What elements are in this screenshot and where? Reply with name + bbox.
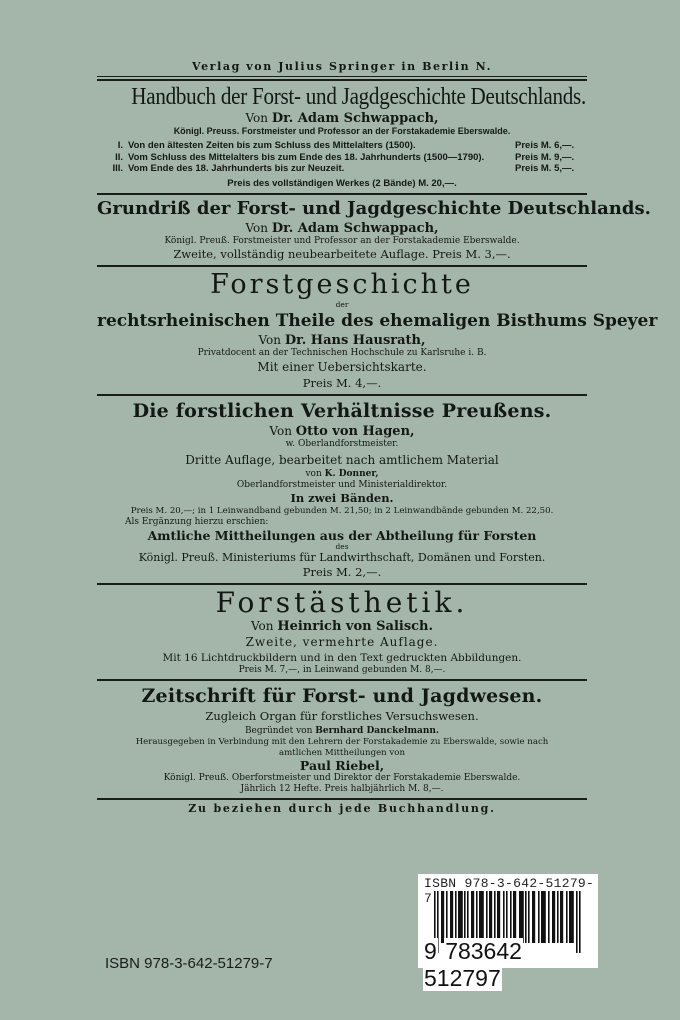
author-prefix: Von: [269, 423, 292, 438]
book-title: Handbuch der Forst- und Jagdgeschichte Deutschlands.: [131, 83, 586, 110]
editor-name: Paul Riebel,: [299, 757, 385, 773]
isbn-text: ISBN 978-3-642-51279-7: [105, 955, 273, 972]
volume-price: Preis M. 9,—.: [515, 151, 575, 163]
journal-zeitschrift: [97, 681, 587, 798]
barcode-digit-first: 9: [424, 938, 437, 964]
author-affiliation: Privatdocent an der Technischen Hochschule zu Karlsruhe i. B.: [197, 347, 487, 358]
author-affiliation: Königl. Preuß. Forstmeister und Professor an der Forstakademie Eberswalde.: [164, 235, 520, 246]
book-title: Grundriß der Forst- und Jagdgeschichte Deutschlands.: [97, 197, 651, 219]
author-line: [97, 619, 587, 634]
author-affiliation: Königl. Preuss. Forstmeister und Professor an der Forstakademie Eberswalde.: [173, 126, 511, 136]
editor-affiliation: Königl. Preuß. Oberforstmeister und Direktor der Forstakademie Eberswalde.: [163, 772, 521, 783]
book-note: Mit einer Uebersichtskarte.: [257, 359, 427, 374]
volume-list: [97, 140, 587, 175]
edition-line: Dritte Auflage, bearbeitet nach amtlichem Material: [185, 452, 499, 467]
author-name: Dr. Adam Schwappach,: [271, 220, 439, 236]
volume-number: III.: [112, 163, 123, 174]
volume-title: Von den ältesten Zeiten bis zum Schluss des Mittelalters (1500).: [128, 140, 416, 151]
volume-title: Vom Ende des 18. Jahrhunderts bis zur Neuzeit.: [128, 163, 345, 174]
book-forstaesthetik: [97, 585, 587, 679]
editor-intro: Herausgegeben in Verbindung mit den Lehrern der Forstakademie zu Eberswalde, sowie nach: [135, 736, 549, 747]
author-prefix: Von: [258, 332, 281, 347]
book-title: Die forstlichen Verhältnisse Preußens.: [132, 399, 552, 422]
journal-price: Jährlich 12 Hefte. Preis halbjährlich M. 8,—.: [240, 783, 444, 794]
supplement-price: Preis M. 2,—.: [302, 564, 382, 579]
volume-price: Preis M. 5,—.: [515, 163, 575, 174]
supplement-intro: Als Ergänzung hierzu erschien:: [125, 516, 269, 527]
book-price: Preis M. 7,—, in Leinwand gebunden M. 8,—.: [238, 664, 446, 675]
founder-prefix: Begründet von: [244, 725, 313, 736]
edition-price: Zweite, vollständig neubearbeitete Auflage. Preis M. 3,—.: [173, 246, 511, 261]
author-prefix: Von: [245, 111, 268, 125]
book-subtitle: rechtsrheinischen Theile des ehemaligen Bisthums Speyer: [97, 310, 658, 331]
author-line: [97, 333, 587, 348]
barcode-isbn-label: ISBN 978-3-642-51279-7: [424, 876, 595, 906]
barcode: [418, 874, 598, 991]
edition-line: Zweite, vermehrte Auflage.: [245, 634, 439, 649]
founder-line: [97, 726, 587, 737]
total-price: Preis des vollständigen Werkes (2 Bände) M. 20,—.: [227, 177, 457, 189]
book-grundriss: [97, 195, 651, 265]
volume-row: [97, 152, 587, 164]
volumes-note: In zwei Bänden.: [290, 490, 394, 505]
volume-row: [97, 140, 587, 152]
supplement-connector: des: [335, 541, 349, 551]
book-forstgeschichte: [97, 267, 658, 394]
volume-number: I.: [117, 140, 123, 151]
barcode-digit-group-1: 783642: [445, 938, 522, 964]
advertisement-page: [97, 58, 658, 818]
barcode-digits: [423, 938, 598, 992]
book-price: Preis M. 20,—; in 1 Leinwandband gebunden M. 21,50; in 2 Leinwandbände gebunden M. 22,50.: [130, 505, 554, 516]
journal-subtitle: Zugleich Organ für forstliches Versuchswesen.: [205, 708, 479, 723]
founder-name: Bernhard Danckelmann.: [315, 725, 440, 736]
author-name: Heinrich von Salisch.: [277, 618, 434, 634]
author-line: [97, 221, 587, 236]
book-price: Preis M. 4,—.: [302, 375, 382, 390]
barcode-digit-group-2: 512797: [424, 965, 501, 991]
author-name: Dr. Hans Hausrath,: [284, 332, 426, 348]
editor-name: K. Donner,: [324, 468, 379, 479]
volume-number: II.: [115, 151, 123, 163]
journal-title: Zeitschrift für Forst- und Jagdwesen.: [141, 684, 543, 707]
book-title: Forstästhetik.: [215, 585, 469, 619]
author-name: Otto von Hagen,: [295, 423, 415, 439]
author-name: Dr. Adam Schwappach,: [271, 111, 439, 126]
title-connector: der: [335, 299, 349, 309]
volume-row: [97, 163, 587, 175]
volume-title: Vom Schluss des Mittelalters bis zum Ende des 18. Jahrhunderts (1500—1790).: [128, 151, 485, 163]
volume-price: Preis M. 6,—.: [515, 140, 575, 151]
supplement-title: Amtliche Mittheilungen aus der Abtheilung für Forsten: [147, 527, 537, 543]
author-affiliation: w. Oberlandforstmeister.: [285, 438, 399, 449]
supplement-subtitle: Königl. Preuß. Ministeriums für Landwirthschaft, Domänen und Forsten.: [138, 550, 546, 564]
editor-intro-continued: amtlichen Mittheilungen von: [279, 747, 405, 758]
author-line: [97, 111, 587, 126]
editor-affiliation: Oberlandforstmeister und Ministerialdirektor.: [236, 479, 448, 490]
author-prefix: Von: [250, 618, 274, 633]
footer-note: Zu beziehen durch jede Buchhandlung.: [188, 801, 496, 815]
book-title: Forstgeschichte: [210, 268, 474, 300]
author-prefix: Von: [245, 220, 268, 235]
book-handbuch: [97, 81, 587, 193]
book-verhaeltnisse: [97, 396, 587, 583]
editor-line: [97, 469, 587, 480]
author-line: [97, 424, 587, 439]
publisher-line: Verlag von Julius Springer in Berlin N.: [191, 60, 493, 73]
editor-prefix: von: [305, 468, 322, 479]
illustrations-note: Mit 16 Lichtdruckbildern und in den Text gedruckten Abbildungen.: [162, 651, 522, 664]
